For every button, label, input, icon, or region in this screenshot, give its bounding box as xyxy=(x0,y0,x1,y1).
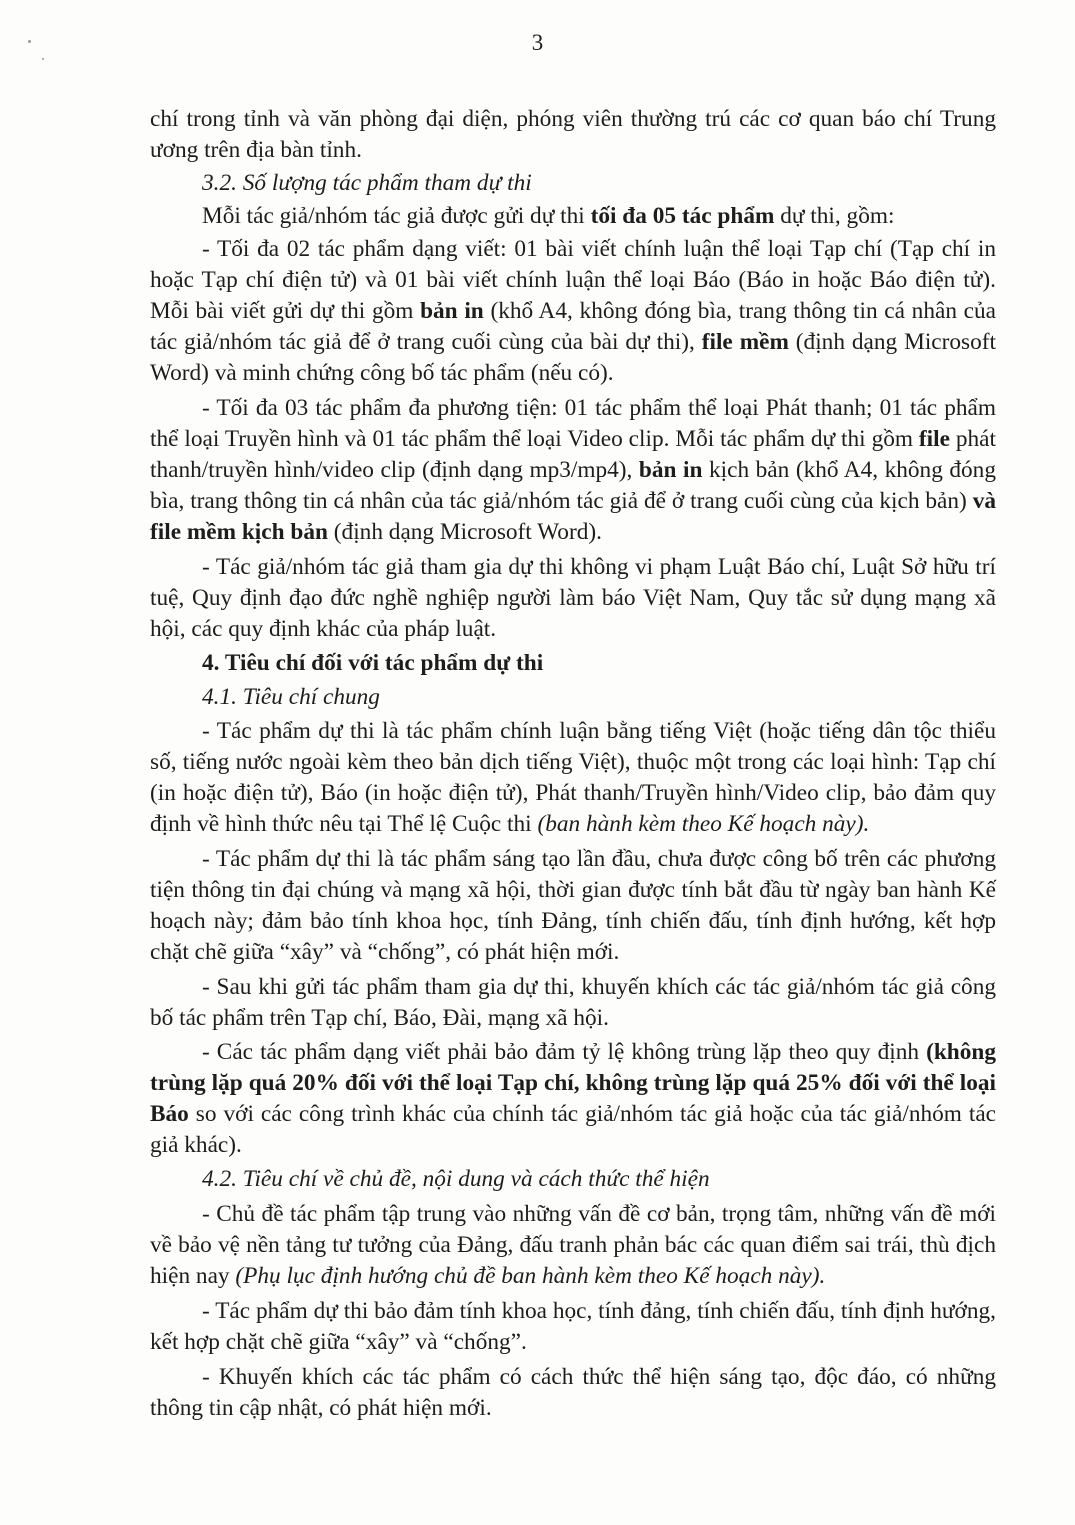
paragraph xyxy=(150,844,996,968)
text-run: 4.1. Tiêu chí chung xyxy=(202,684,380,710)
italic-text: (Phụ lục định hướng chủ đề ban hành kèm theo Kế hoạch này). xyxy=(235,1263,826,1289)
text-run: - Sau khi gửi tác phẩm tham gia dự thi, khuyến khích các tác giả/nhóm tác giả công bố tác phẩm trên Tạp chí, Báo, Đài, mạng xã hội. xyxy=(150,974,996,1031)
text-run: 3.2. Số lượng tác phẩm tham dự thi xyxy=(202,170,532,196)
text-run: kịch bản (khổ A4, không đóng bìa, trang thông tin cá nhân của tác giả/nhóm tác giả để ở trang cuối cùng của kịch bản) xyxy=(150,457,996,514)
text-run: 4. Tiêu chí đối với tác phẩm dự thi xyxy=(202,650,544,676)
text-run: - Tối đa 03 tác phẩm đa phương tiện: 01 tác phẩm thể loại Phát thanh; 01 tác phẩm thể loại Truyền hình và 01 tác phẩm thể loại Video clip. Mỗi tác phẩm dự thi gồm xyxy=(150,395,996,452)
document-body xyxy=(150,104,996,1424)
paragraph xyxy=(150,1037,996,1161)
paragraph xyxy=(150,1362,996,1424)
section-heading xyxy=(150,168,996,199)
paragraph xyxy=(150,104,996,166)
text-run: - Các tác phẩm dạng viết phải bảo đảm tỷ lệ không trùng lặp theo quy định xyxy=(202,1039,927,1065)
text-run: phát thanh/truyền hình/video clip (định dạng mp3/mp4), xyxy=(150,426,996,483)
bold-text: tối đa 05 tác phẩm xyxy=(590,203,775,229)
paragraph xyxy=(150,552,996,645)
text-run: - Tác phẩm dự thi là tác phẩm chính luận bằng tiếng Việt (hoặc tiếng dân tộc thiểu số, tiếng nước ngoài kèm theo bản dịch tiếng Việt), thuộc một trong các loại hình: Tạp chí (in hoặc điện tử), Báo (in hoặc điện tử), Phát thanh/Truyền hình/Video clip, bảo đảm quy định về hình thức nêu tại Thể lệ Cuộc thi xyxy=(150,718,996,837)
text-run: (định dạng Microsoft Word) và minh chứng công bố tác phẩm (nếu có). xyxy=(150,329,996,386)
paragraph xyxy=(150,1296,996,1358)
section-heading xyxy=(150,648,996,679)
bold-text: file xyxy=(918,426,950,452)
text-run: 4.2. Tiêu chí về chủ đề, nội dung và cách thức thể hiện xyxy=(202,1166,710,1192)
scan-speck xyxy=(42,58,44,60)
italic-text: (ban hành kèm theo Kế hoạch này). xyxy=(537,811,870,837)
section-heading xyxy=(150,1164,996,1195)
bold-text: bản in xyxy=(420,298,484,324)
text-run: (định dạng Microsoft Word). xyxy=(327,519,602,545)
paragraph xyxy=(150,716,996,840)
paragraph xyxy=(150,201,996,232)
text-run: so với các công trình khác của chính tác giả/nhóm tác giả hoặc của tác giả/nhóm tác giả khác). xyxy=(150,1101,996,1158)
text-run: - Tối đa 02 tác phẩm dạng viết: 01 bài viết chính luận thể loại Tạp chí (Tạp chí in hoặc Tạp chí điện tử) và 01 bài viết chính luận thể loại Báo (Báo in hoặc Báo điện tử). Mỗi bài viết gửi dự thi gồm xyxy=(150,236,996,324)
paragraph xyxy=(150,972,996,1034)
text-run: dự thi, gồm: xyxy=(774,203,895,229)
text-run: - Tác phẩm dự thi là tác phẩm sáng tạo lần đầu, chưa được công bố trên các phương tiện thông tin đại chúng và mạng xã hội, thời gian được tính bắt đầu từ ngày ban hành Kế hoạch này; đảm bảo tính khoa học, tính Đảng, tính chiến đấu, tính định hướng, kết hợp chặt chẽ giữa “xây” và “chống”, có phát hiện mới. xyxy=(150,846,996,965)
page-number: 3 xyxy=(531,30,544,55)
bold-text: và file mềm kịch bản xyxy=(150,488,996,545)
paragraph xyxy=(150,393,996,548)
bold-text: file mềm xyxy=(701,329,789,355)
text-run: (khổ A4, không đóng bìa, trang thông tin cá nhân của tác giả/nhóm tác giả để ở trang cuối cùng của bài dự thi), xyxy=(150,298,996,355)
bold-text: (không trùng lặp quá 20% đối với thể loại Tạp chí, không trùng lặp quá 25% đối với thể loại Báo xyxy=(150,1039,996,1127)
text-run: - Tác phẩm dự thi bảo đảm tính khoa học, tính đảng, tính chiến đấu, tính định hướng, kết hợp chặt chẽ giữa “xây” và “chống”. xyxy=(150,1298,996,1355)
text-run: chí trong tỉnh và văn phòng đại diện, phóng viên thường trú các cơ quan báo chí Trung ương trên địa bàn tỉnh. xyxy=(150,106,996,163)
text-run: - Chủ đề tác phẩm tập trung vào những vấn đề cơ bản, trọng tâm, những vấn đề mới về bảo vệ nền tảng tư tưởng của Đảng, đấu tranh phản bác các quan điểm sai trái, thù địch hiện nay xyxy=(150,1201,996,1289)
text-run: - Khuyến khích các tác phẩm có cách thức thể hiện sáng tạo, độc đáo, có những thông tin cập nhật, có phát hiện mới. xyxy=(150,1364,996,1421)
text-run: Mỗi tác giả/nhóm tác giả được gửi dự thi xyxy=(202,203,591,229)
section-heading xyxy=(150,682,996,713)
text-run: - Tác giả/nhóm tác giả tham gia dự thi không vi phạm Luật Báo chí, Luật Sở hữu trí tuệ, Quy định đạo đức nghề nghiệp người làm báo Việt Nam, Quy tắc sử dụng mạng xã hội, các quy định khác của pháp luật. xyxy=(150,554,996,642)
paragraph xyxy=(150,234,996,389)
bold-text: bản in xyxy=(638,457,703,483)
paragraph xyxy=(150,1199,996,1292)
